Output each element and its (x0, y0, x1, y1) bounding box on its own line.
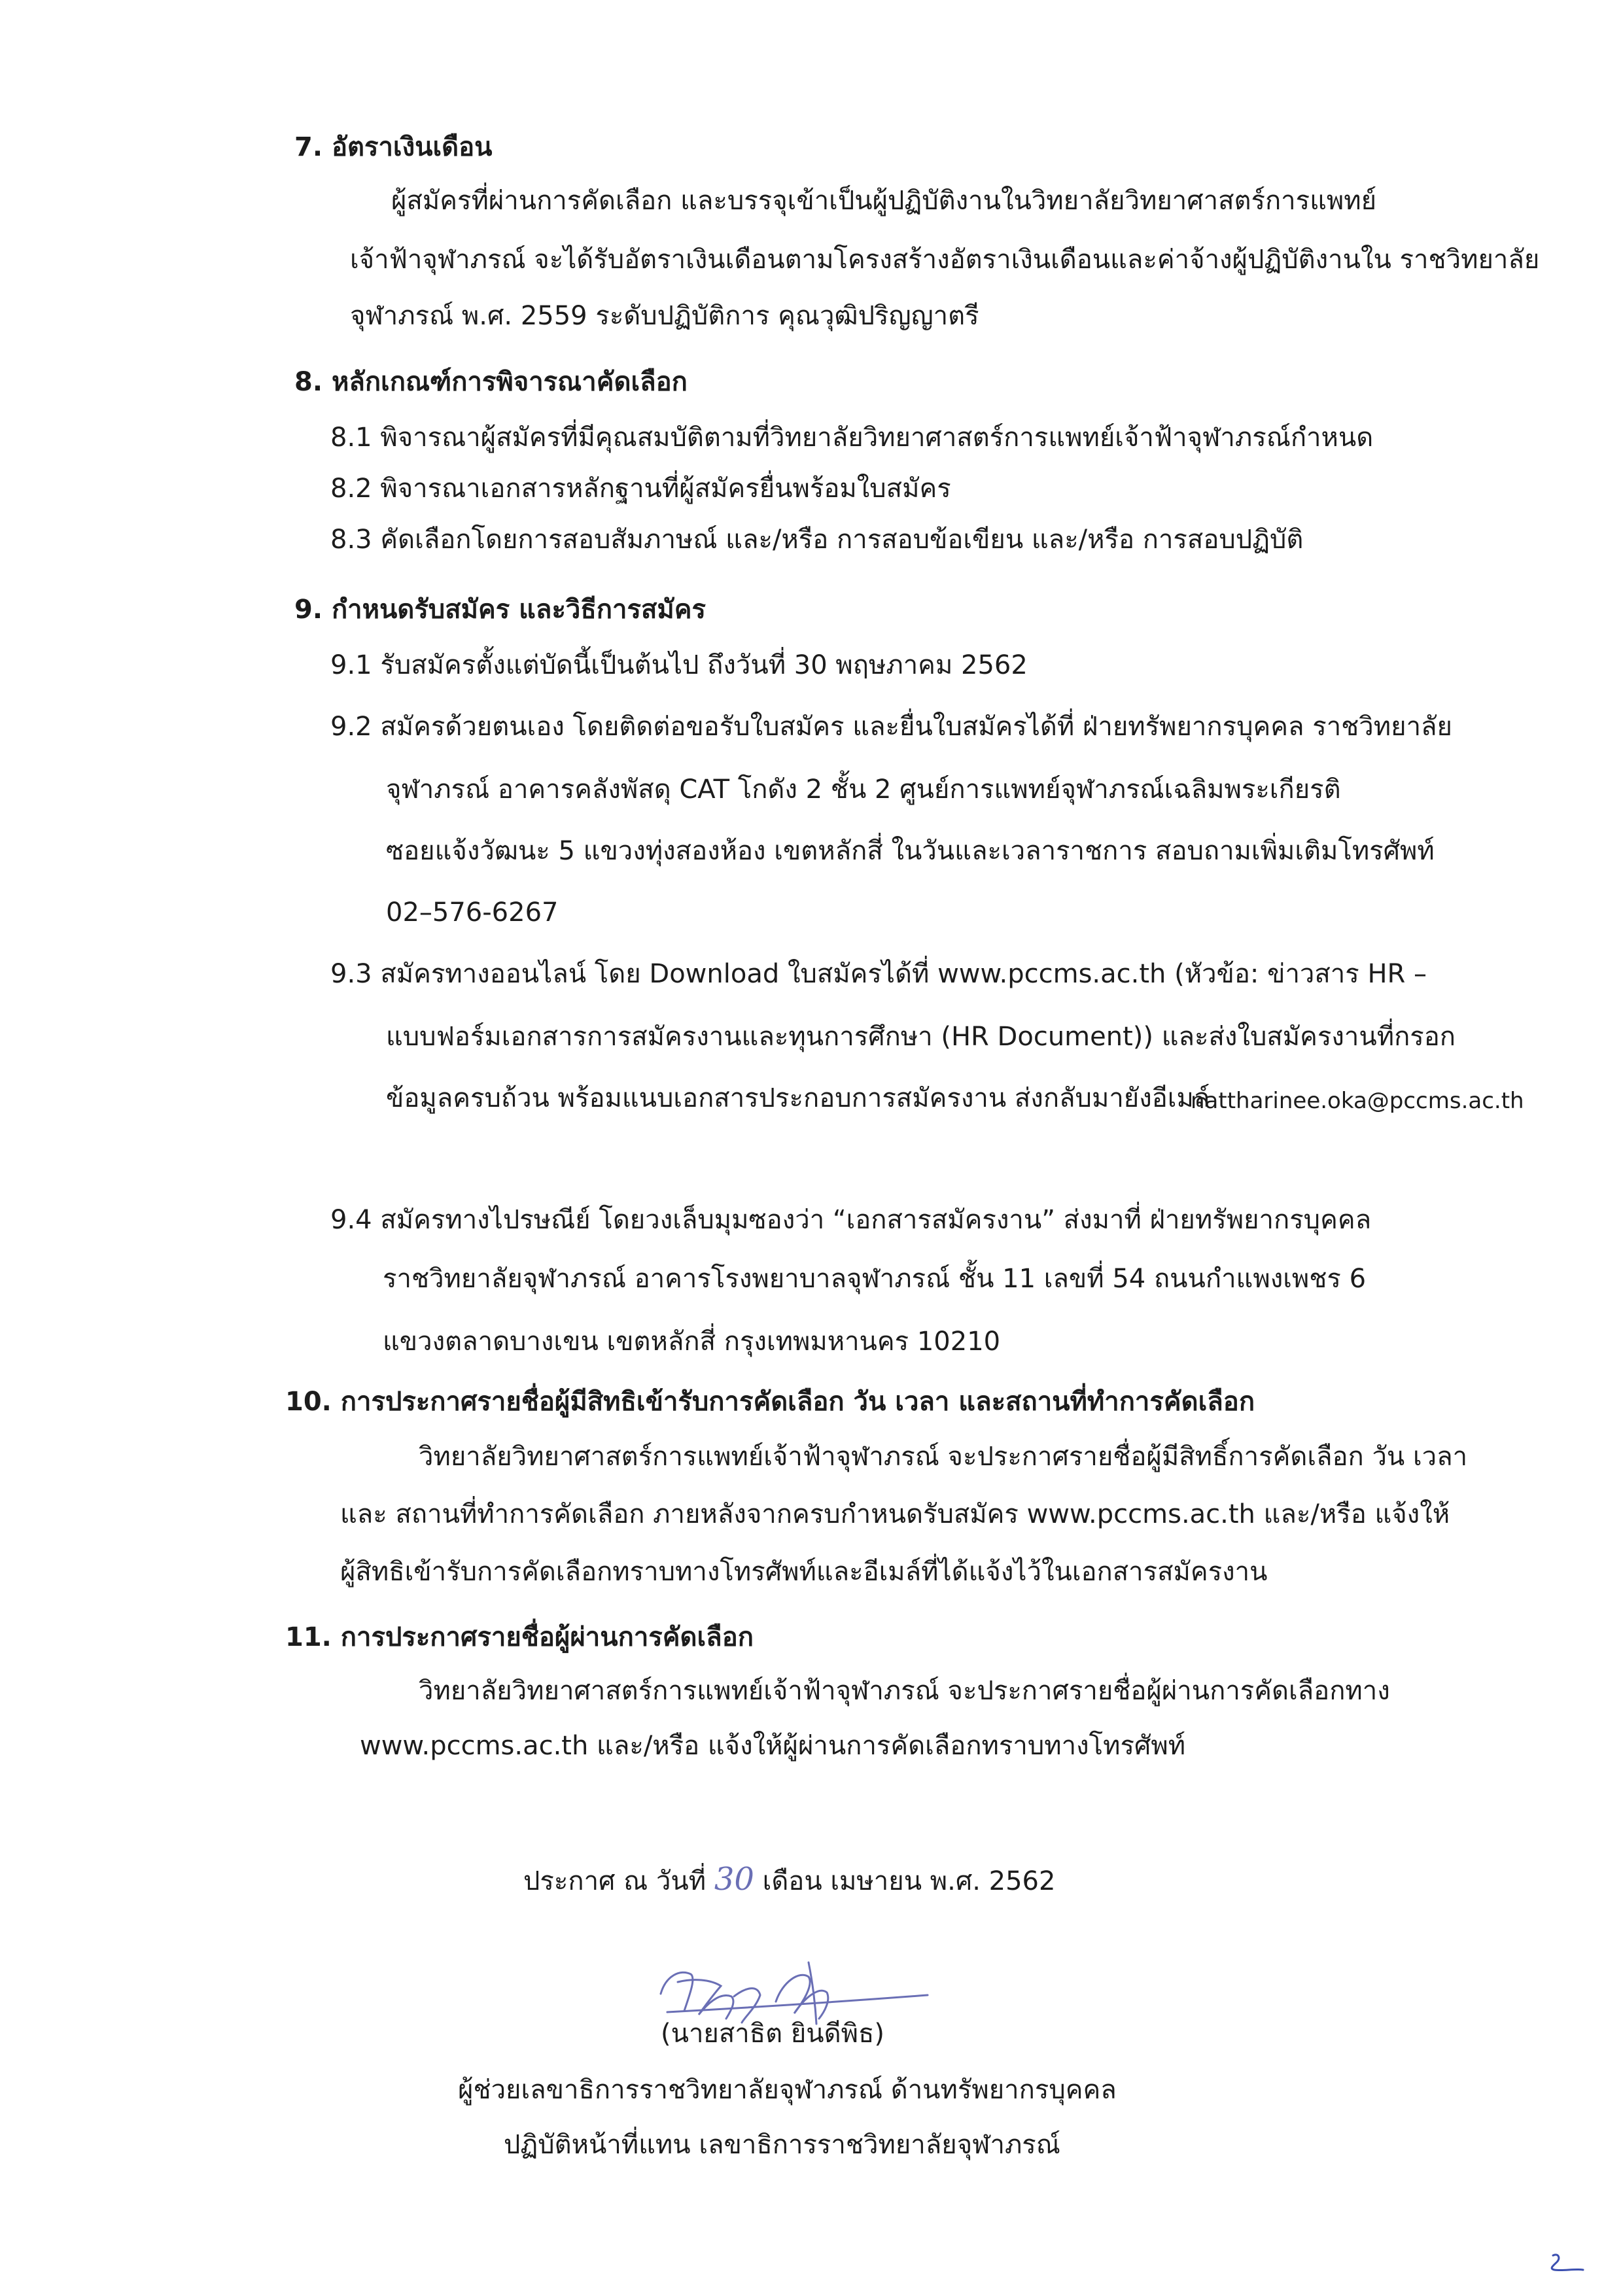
signer-position-line2: ปฏิบัติหน้าที่แทน เลขาธิการราชวิทยาลัยจุฬาภรณ์ (504, 2130, 1060, 2160)
section-9-item-2-line3: ซอยแจ้งวัฒนะ 5 แขวงทุ่งสองห้อง เขตหลักสี่ ในวันและเวลาราชการ สอบถามเพิ่มเติมโทรศัพท์ (386, 836, 1435, 866)
section-11-para-line2: www.pccms.ac.th และ/หรือ แจ้งให้ผู้ผ่านการคัดเลือกทราบทางโทรศัพท์ (360, 1731, 1186, 1761)
signer-position-line1: ผู้ช่วยเลขาธิการราชวิทยาลัยจุฬาภรณ์ ด้านทรัพยากรบุคคล (458, 2075, 1117, 2105)
announcement-date-line (523, 1862, 1055, 1899)
section-8-item-3: 8.3 คัดเลือกโดยการสอบสัมภาษณ์ และ/หรือ การสอบข้อเขียน และ/หรือ การสอบปฏิบัติ (330, 525, 1304, 555)
date-suffix: เดือน เมษายน พ.ศ. 2562 (762, 1866, 1056, 1896)
date-prefix: ประกาศ ณ วันที่ (523, 1866, 707, 1896)
section-9-item-3-line3: ข้อมูลครบถ้วน พร้อมแนบเอกสารประกอบการสมัครงาน ส่งกลับมายังอีเมล์ (386, 1083, 1210, 1113)
section-7-para-line1: ผู้สมัครที่ผ่านการคัดเลือก และบรรจุเข้าเป็นผู้ปฏิบัติงานในวิทยาลัยวิทยาศาสตร์การแพทย์ (391, 186, 1377, 216)
section-7-heading: 7. อัตราเงินเดือน (294, 132, 493, 162)
section-9-heading: 9. กำหนดรับสมัคร และวิธีการสมัคร (294, 595, 706, 625)
section-11-heading: 11. การประกาศรายชื่อผู้ผ่านการคัดเลือก (285, 1622, 754, 1652)
section-10-para-line2: และ สถานที่ทำการคัดเลือก ภายหลังจากครบกำหนดรับสมัคร www.pccms.ac.th และ/หรือ แจ้งให้ (340, 1499, 1450, 1529)
section-9-item-1: 9.1 รับสมัครตั้งแต่บัดนี้เป็นต้นไป ถึงวันที่ 30 พฤษภาคม 2562 (330, 650, 1028, 680)
section-9-item-4-line2: ราชวิทยาลัยจุฬาภรณ์ อาคารโรงพยาบาลจุฬาภรณ์ ชั้น 11 เลขที่ 54 ถนนกำแพงเพชร 6 (383, 1264, 1367, 1294)
contact-email: nattharinee.oka@pccms.ac.th (1191, 1088, 1524, 1114)
section-11-para-line1: วิทยาลัยวิทยาศาสตร์การแพทย์เจ้าฟ้าจุฬาภรณ์ จะประกาศรายชื่อผู้ผ่านการคัดเลือกทาง (419, 1676, 1390, 1706)
signer-name: (นายสาธิต ยินดีพิธ) (661, 2019, 884, 2049)
section-9-item-2-line1: 9.2 สมัครด้วยตนเอง โดยติดต่อขอรับใบสมัคร และยื่นใบสมัครได้ที่ ฝ่ายทรัพยากรบุคคล ราชวิทยาลัย (330, 712, 1452, 742)
section-8-item-2: 8.2 พิจารณาเอกสารหลักฐานที่ผู้สมัครยื่นพร้อมใบสมัคร (330, 474, 951, 504)
date-day-handwritten: 30 (714, 1861, 754, 1898)
initial-mark-icon (1544, 2250, 1590, 2276)
section-10-para-line3: ผู้สิทธิเข้ารับการคัดเลือกทราบทางโทรศัพท์และอีเมล์ที่ได้แจ้งไว้ในเอกสารสมัครงาน (340, 1557, 1268, 1587)
section-7-para-line2: เจ้าฟ้าจุฬาภรณ์ จะได้รับอัตราเงินเดือนตามโครงสร้างอัตราเงินเดือนและค่าจ้างผู้ปฏิบัติงานใน ราชวิทยาลัย (350, 245, 1540, 275)
section-7-para-line3: จุฬาภรณ์ พ.ศ. 2559 ระดับปฏิบัติการ คุณวุฒิปริญญาตรี (350, 301, 979, 331)
section-8-item-1: 8.1 พิจารณาผู้สมัครที่มีคุณสมบัติตามที่วิทยาลัยวิทยาศาสตร์การแพทย์เจ้าฟ้าจุฬาภรณ์กำหนด (330, 423, 1374, 453)
section-9-item-3-line2: แบบฟอร์มเอกสารการสมัครงานและทุนการศึกษา (HR Document)) และส่งใบสมัครงานที่กรอก (386, 1022, 1456, 1052)
section-9-item-4-line3: แขวงตลาดบางเขน เขตหลักสี่ กรุงเทพมหานคร 10210 (383, 1327, 1001, 1357)
section-10-heading: 10. การประกาศรายชื่อผู้มีสิทธิเข้ารับการคัดเลือก วัน เวลา และสถานที่ทำการคัดเลือก (285, 1387, 1255, 1417)
section-8-heading: 8. หลักเกณฑ์การพิจารณาคัดเลือก (294, 367, 688, 397)
section-9-item-3-line1: 9.3 สมัครทางออนไลน์ โดย Download ใบสมัครได้ที่ www.pccms.ac.th (หัวข้อ: ข่าวสาร HR – (330, 959, 1427, 989)
section-9-item-4-line1: 9.4 สมัครทางไปรษณีย์ โดยวงเล็บมุมซองว่า “เอกสารสมัครงาน” ส่งมาที่ ฝ่ายทรัพยากรบุคคล (330, 1205, 1372, 1235)
section-9-item-2-line2: จุฬาภรณ์ อาคารคลังพัสดุ CAT โกดัง 2 ชั้น 2 ศูนย์การแพทย์จุฬาภรณ์เฉลิมพระเกียรติ (386, 774, 1341, 805)
section-10-para-line1: วิทยาลัยวิทยาศาสตร์การแพทย์เจ้าฟ้าจุฬาภรณ์ จะประกาศรายชื่อผู้มีสิทธิ์การคัดเลือก วัน เวลา (419, 1442, 1468, 1472)
section-9-item-2-phone: 02–576-6267 (386, 897, 559, 928)
